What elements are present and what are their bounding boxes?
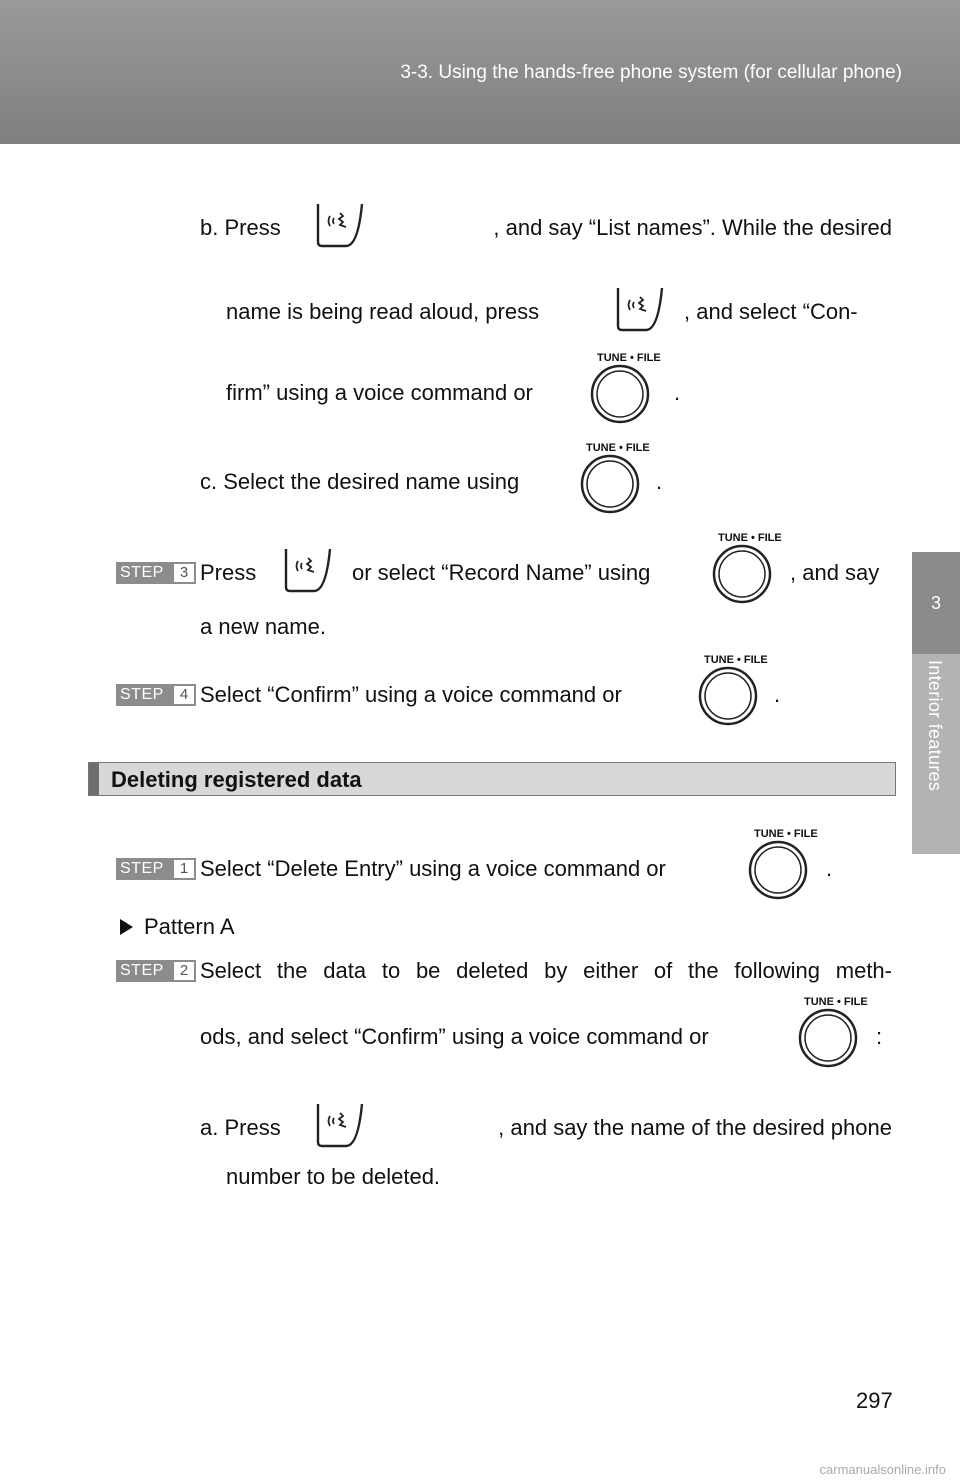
step-badge-1: STEP 1 [116, 858, 196, 880]
triangle-bullet-icon [118, 918, 134, 936]
page-number: 297 [856, 1388, 893, 1413]
chapter-number: 3 [930, 592, 941, 613]
page-header [0, 0, 960, 144]
talk-switch-icon [284, 547, 334, 593]
item-b-line2b: , and select “Con- [684, 299, 858, 324]
item-c-end: . [656, 469, 663, 494]
step3-line2: a new name. [200, 614, 326, 639]
step1-text: Select “Delete Entry” using a voice command or [200, 856, 666, 881]
tune-label: TUNE • FILE [804, 996, 868, 1008]
item-a-line1 [200, 1113, 892, 1143]
item-a-line1-text: , and say the name of the desired phone [498, 1115, 892, 1140]
talk-switch-icon [616, 286, 666, 332]
tune-label: TUNE • FILE [718, 532, 782, 544]
step2-line2b: : [876, 1024, 883, 1049]
tune-label: TUNE • FILE [597, 352, 661, 364]
step1-end: . [826, 856, 833, 881]
item-b-line1-text: , and say “List names”. While the desired [493, 215, 892, 240]
tune-label: TUNE • FILE [586, 442, 650, 454]
item-a-line2: number to be deleted. [226, 1164, 441, 1189]
step-badge-2: STEP 2 [116, 960, 196, 982]
chapter-tab [912, 552, 960, 654]
section-title: Deleting registered data [111, 767, 362, 792]
item-b-prefix: b. Press [200, 215, 281, 240]
item-b-line3a: firm” using a voice command or [226, 380, 533, 405]
item-b-line2a: name is being read aloud, press [226, 299, 540, 324]
talk-switch-icon [316, 1102, 366, 1148]
talk-switch-icon [316, 202, 366, 248]
step4-end: . [774, 682, 781, 707]
step3-end: , and say [790, 560, 880, 585]
step3-mid: or select “Record Name” using [352, 560, 651, 585]
pattern-label: Pattern A [144, 914, 235, 939]
header-title: 3-3. Using the hands-free phone system (for cellular phone) [400, 62, 902, 83]
step2-line2a: ods, and select “Confirm” using a voice command or [200, 1024, 709, 1049]
step3-press: Press [200, 560, 257, 585]
item-b-line1 [200, 213, 892, 243]
section-heading-marker [89, 763, 99, 795]
watermark: carmanualsonline.info [819, 1462, 946, 1477]
item-a-prefix: a. Press [200, 1115, 281, 1140]
item-c-text: c. Select the desired name using [200, 469, 520, 494]
item-b-line3b: . [674, 380, 681, 405]
tune-label: TUNE • FILE [704, 654, 768, 666]
step-badge-4: STEP 4 [116, 684, 196, 706]
tune-label: TUNE • FILE [754, 828, 818, 840]
chapter-label: Interior features [925, 660, 945, 792]
section-heading [88, 762, 896, 796]
step-badge-3: STEP 3 [116, 562, 196, 584]
step2-line1: Select the data to be deleted by either of the following meth- [200, 958, 892, 983]
step4-text: Select “Confirm” using a voice command or [200, 682, 622, 707]
